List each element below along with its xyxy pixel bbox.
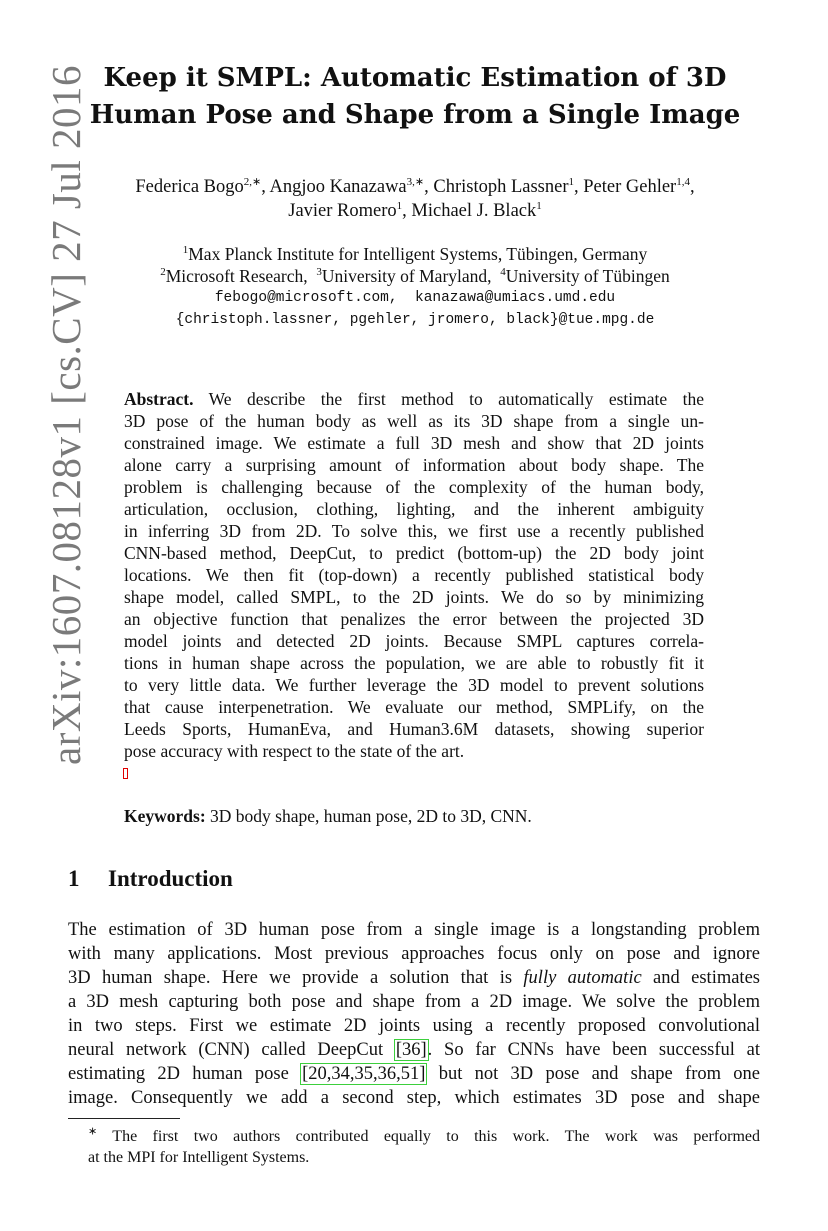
author-bogo: Federica Bogo xyxy=(135,177,244,197)
affiliation-line-1 xyxy=(70,243,760,265)
body-line: image. Consequently we add a second step, which estimates 3D pose and shape xyxy=(68,1088,760,1108)
authors-line-2: Javier Romero$^1$, Michael J. Black$^1$ xyxy=(288,199,542,221)
emphasis-text: fully automatic xyxy=(523,968,642,988)
abstract-line: 3D pose of the human body as well as its 3D shape from a single un- xyxy=(124,411,704,431)
affil-sup: 2 xyxy=(160,266,166,279)
abstract-line: shape model, called SMPL, to the 2D joints. We do so by minimizing xyxy=(124,587,704,607)
affil-sup: 1 xyxy=(182,244,189,257)
affiliations xyxy=(70,243,760,331)
intro-paragraph xyxy=(68,918,760,1110)
body-line: in two steps. First we estimate 2D joints using a recently proposed convolutional xyxy=(68,1016,760,1036)
footnote-line: at the MPI for Intelligent Systems. xyxy=(88,1149,310,1166)
author-sup: 1 xyxy=(536,199,542,212)
citation-link[interactable]: [20,34,35,36,51] xyxy=(302,1064,426,1084)
author-black: Michael J. Black xyxy=(411,201,537,221)
affil-sup: 3 xyxy=(316,266,322,279)
keywords xyxy=(124,805,532,827)
body-text: . So far CNNs have been successful at xyxy=(427,1040,761,1060)
body-line xyxy=(68,1038,760,1062)
section-heading xyxy=(68,866,233,892)
author-romero: Javier Romero xyxy=(288,201,397,221)
abstract-line xyxy=(124,388,704,410)
author-sup: 1 xyxy=(396,199,403,212)
abstract-text: We describe the first method to automatically estimate the xyxy=(193,389,704,409)
footnote-mark: ∗ xyxy=(88,1125,98,1138)
body-text: neural network (CNN) called DeepCut xyxy=(68,1040,395,1060)
abstract-line: pose accuracy with respect to the state of the art. xyxy=(124,741,465,761)
footnote xyxy=(88,1126,760,1168)
body-text: but not 3D pose and shape from one xyxy=(426,1064,760,1084)
paper-title xyxy=(70,60,760,134)
author-sup: 1 xyxy=(568,175,574,188)
abstract-line: locations. We then fit (top-down) a recently published statistical body xyxy=(124,565,704,585)
title-line-2: Human Pose and Shape from a Single Image xyxy=(89,100,741,130)
abstract-label: Abstract. xyxy=(124,389,194,409)
abstract-line: articulation, occlusion, clothing, lighting, and the inherent ambiguity xyxy=(124,499,704,519)
email-line-2: {christoph.lassner, pgehler, jromero, black}@tue.mpg.de xyxy=(175,312,655,328)
footnote-text: The first two authors contributed equally to this work. The work was performed xyxy=(97,1128,760,1145)
body-text: and estimates xyxy=(641,968,760,988)
arxiv-identifier: arXiv:1607.08128v1 [cs.CV] 27 Jul 2016 xyxy=(43,64,89,765)
body-line: The estimation of 3D human pose from a single image is a longstanding problem xyxy=(68,920,760,940)
body-line xyxy=(68,966,760,990)
author-lassner: Christoph Lassner xyxy=(433,177,569,197)
affiliation-maryland: University of Maryland, xyxy=(321,266,492,286)
author-sup: 1,4 xyxy=(676,175,690,188)
body-line: with many applications. Most previous approaches focus only on pose and ignore xyxy=(68,944,760,964)
body-line: a 3D mesh capturing both pose and shape from a 2D image. We solve the problem xyxy=(68,992,760,1012)
footnote-line xyxy=(88,1126,760,1147)
abstract-line: Leeds Sports, HumanEva, and Human3.6M datasets, showing superior xyxy=(124,719,704,739)
abstract-line: model joints and detected 2D joints. Because SMPL captures correla- xyxy=(124,631,704,651)
keywords-text: 3D body shape, human pose, 2D to 3D, CNN. xyxy=(205,806,532,826)
abstract-line: in inferring 3D from 2D. To solve this, we first use a recently published xyxy=(124,521,704,541)
abstract-line: to very little data. We further leverage the 3D model to prevent solutions xyxy=(124,675,704,695)
keywords-label: Keywords: xyxy=(124,806,206,826)
body-text: 3D human shape. Here we provide a solution that is xyxy=(68,968,524,988)
abstract-line: that cause interpenetration. We evaluate our method, SMPLify, on the xyxy=(124,697,704,717)
section-title: Introduction xyxy=(108,866,233,891)
affiliation-mpi: Max Planck Institute for Intelligent Systems, Tübingen, Germany xyxy=(188,244,648,264)
author-sup: 2,∗ xyxy=(243,175,262,188)
affiliation-microsoft: Microsoft Research, xyxy=(165,266,308,286)
affiliation-tuebingen: University of Tübingen xyxy=(505,266,670,286)
citation-link[interactable]: [36] xyxy=(395,1040,427,1060)
abstract-line: an objective function that penalizes the error between the projected 3D xyxy=(124,609,704,629)
author-gehler: Peter Gehler xyxy=(583,177,677,197)
affil-sup: 4 xyxy=(500,266,506,279)
email-line-1: febogo@microsoft.com, kanazawa@umiacs.umd.edu xyxy=(214,290,616,306)
author-list xyxy=(70,175,760,223)
abstract-line: CNN-based method, DeepCut, to predict (bottom-up) the 2D body joint xyxy=(124,543,704,563)
authors-line-1: Federica Bogo$^{2,∗}$, Angjoo Kanazawa$^{3,∗}$, Christoph Lassner$^1$, Peter Gehler$^{1,4}$, xyxy=(135,175,695,197)
body-text: estimating 2D human pose xyxy=(68,1064,302,1084)
abstract xyxy=(124,388,704,762)
affiliation-line-2 xyxy=(70,265,760,287)
abstract-line: tions in human shape across the population, we are able to robustly fit it xyxy=(124,653,704,673)
annotation-marker xyxy=(123,768,128,779)
author-sup: 3,∗ xyxy=(406,175,425,188)
body-line xyxy=(68,1062,760,1086)
footnote-rule xyxy=(68,1118,180,1119)
title-line-1: Keep it SMPL: Automatic Estimation of 3D xyxy=(103,63,727,93)
abstract-line: constrained image. We estimate a full 3D mesh and show that 2D joints xyxy=(124,433,704,453)
abstract-line: alone carry a surprising amount of information about body shape. The xyxy=(124,455,704,475)
section-number: 1 xyxy=(68,866,80,891)
author-kanazawa: Angjoo Kanazawa xyxy=(269,177,407,197)
abstract-line: problem is challenging because of the complexity of the human body, xyxy=(124,477,704,497)
